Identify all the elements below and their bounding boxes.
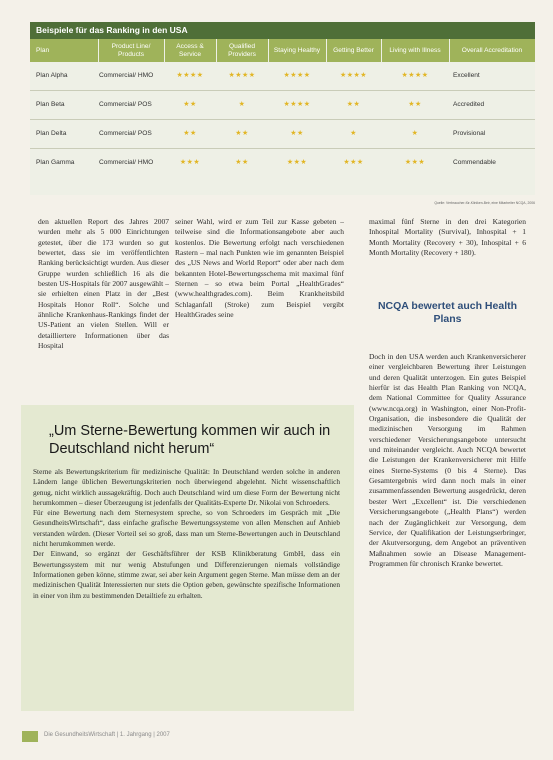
cell-product: Commercial/ HMO: [99, 159, 154, 166]
star-rating: ★★: [381, 91, 449, 120]
table-row: [30, 62, 535, 91]
section-heading: NCQA bewertet auch Health Plans: [377, 300, 518, 325]
cell-plan: Plan Gamma: [36, 159, 75, 166]
page-number-badge: [22, 731, 38, 742]
header-qualified: Qualified Providers: [216, 39, 268, 62]
cell-product: Commercial/ POS: [98, 120, 164, 149]
star-rating: ★★: [326, 91, 381, 120]
paragraph: Doch in den USA werden auch Krankenversicherer einer vergleichbaren Bewertung ihrer Leistungen und deren Qualität unterzogen. Ein gutes Beispiel hierfür ist das Health Plan Ranking von NCQA, dem National Committee for Quality Assurance (www.ncqa.org) in Washington, einer Non-Profit-Organisation, die insbesondere die Qualität der medizinischen Versorgung im Rahmen verschiedener Versicherungsangebote untersucht und miteinander vergleicht. Auch NCQA bewertet die Leistungen der Krankenversicherer mit Hilfe eines Sterne-Systems (0 bis 4 Sterne). Das Gesamtergebnis wird dann noch mals in einer zusammenfassenden Bewertung ausgedrückt, deren bester Wert „Excellent“ ist. Die verschiedenen Versicherungsangebote („Health Plans“) werden nach der Zugänglichkeit zur Versorgung, dem Service, der Qualifikation der Leistungserbringer, der Akutversorgung, dem Angebot an präventiven Maßnahmen sowie an Disease Management-Programmen für chronisch Kranke bewertet.: [369, 352, 526, 568]
star-rating: ★: [381, 120, 449, 149]
header-staying: Staying Healthy: [268, 39, 326, 62]
star-rating: ★★★: [179, 159, 201, 166]
header-access: Access & Service: [164, 39, 216, 62]
article-column-3-bottom: [369, 352, 526, 694]
star-rating: ★: [216, 91, 268, 120]
cell-overall: Excellent: [449, 62, 535, 91]
star-rating: ★★: [164, 120, 216, 149]
star-rating: ★★★★: [268, 62, 326, 91]
table-header-row: [30, 39, 535, 62]
cell-overall: Accredited: [449, 91, 535, 120]
table-row: [30, 91, 535, 120]
star-rating: ★★★: [404, 159, 426, 166]
interview-paragraph: Sterne als Bewertungskriterium für medizinische Qualität: In Deutschland werden solche in anderen Ländern lange üblichen Bewertungskriterien noch überwiegend abgelehnt. Nicht wissenschaftlich genug, nicht wirklich aussagekräftig. Doch auch Deutschland wird um diese Form der Bewertung nicht herumkommen – dieser Überzeugung ist jedenfalls der Qualitäts-Experte Dr. Nikolai von Schroeders.: [33, 467, 340, 507]
star-rating: ★★: [268, 120, 326, 149]
star-rating: ★★★★: [268, 91, 326, 120]
header-plan: Plan: [30, 39, 98, 62]
cell-overall: Commendable: [453, 159, 496, 166]
cell-product: Commercial/ HMO: [98, 62, 164, 91]
paragraph: maximal fünf Sterne in den drei Kategorien Inhospital Mortality (Survival), Inhospital + 1 Month Mortality (Recovery + 30), Inhospital + 6 Month Mortality (Recovery + 180).: [369, 217, 526, 258]
table-row: [30, 120, 535, 149]
star-rating: ★: [326, 120, 381, 149]
interview-heading: „Um Sterne-Bewertung kommen wir auch in Deutschland nicht herum“: [49, 423, 331, 457]
star-rating: ★★★★: [216, 62, 268, 91]
cell-plan: Plan Delta: [30, 120, 98, 149]
header-getting: Getting Better: [326, 39, 381, 62]
cell-product: Commercial/ POS: [98, 91, 164, 120]
star-rating: ★★★★: [381, 62, 449, 91]
header-living: Living with Illness: [381, 39, 449, 62]
star-rating: ★★: [164, 91, 216, 120]
interview-paragraph: Für eine Bewertung nach dem Sternesystem spreche, so von Schroeders im Gespräch mit „Die GesundheitsWirtschaft“, dass einfache grafische Bewertungssysteme von allen Menschen auf Anhieb verstanden würden. (Dieser Vorteil sei so groß, dass man um Sterne-Bewertungen auch in Deutschland nicht herumkommen werde.: [33, 508, 340, 549]
table-row: [30, 149, 535, 178]
interview-box: [21, 405, 354, 711]
ranking-table: [30, 39, 535, 177]
ranking-table-box: [30, 22, 535, 195]
cell-plan: Plan Beta: [30, 91, 98, 120]
interview-paragraph: Der Einwand, so ergänzt der Geschäftsführer der KSB Klinikberatung GmbH, dass ein Bewertungssystem mit nur wenig Abstufungen und Differenzierungen niemals vollständige Informationen geben könne, stimme zwar, sei aber kein Argument gegen Sterne. Man müsse dem an der medizinischen Qualität Interessierten nur stets die Option geben, gewünschte spezifische Informationen in einer von ihm zu bestimmenden Detailtiefe zu erhalten.: [33, 549, 340, 600]
star-rating: ★★★★: [326, 62, 381, 91]
paragraph: den aktuellen Report des Jahres 2007 wurden mehr als 5 000 Einrichtungen getestet, über die 173 wurden so gut bewertet, dass sie im veröffentlichten Ranking berücksichtigt wurden. Aus dieser Gruppe wurden schließlich 16 als die besten US-Hospitals für 2007 ausgewählt – sie erhielten einen Platz in der „Best Hospitals Honor Roll“. Solche und ähnliche Krankenhaus-Rankings findet der US-Patient an vielen Stellen. Will er detailliertere Informationen über das Hospital: [38, 217, 169, 351]
header-product: Product Line/ Products: [98, 39, 164, 62]
footer-text: Die GesundheitsWirtschaft | 1. Jahrgang | 2007: [44, 732, 170, 738]
article-column-1: [38, 217, 169, 400]
table-title: Beispiele für das Ranking in den USA: [30, 22, 535, 39]
table-source: Quelle: Verbraucher-für-Kliniken-Beir, eine Mitarbeiter NCQA, 2006: [434, 201, 535, 205]
cell-overall: Provisional: [449, 120, 535, 149]
paragraph: seiner Wahl, wird er zum Teil zur Kasse gebeten – teilweise sind die Informationsangebote aber auch kostenlos. Die Bewertung erfolgt nach verschiedenen Rastern – mal nach Punkten wie im genannten Beispiel des „US News and World Report“ oder aber nach dem bekannten Hotel-Bewertungsschema mit maximal fünf Sternen – so etwa beim Portal „HealthGrades“ (www.healthgrades.com). Beim Krankheitsbild Schlaganfall (Stroke) zum Beispiel vergibt HealthGrades seine: [175, 217, 344, 320]
star-rating: ★★★★: [164, 62, 216, 91]
cell-plan: Plan Alpha: [30, 62, 98, 91]
star-rating: ★★: [216, 120, 268, 149]
header-overall: Overall Accreditation: [449, 39, 535, 62]
star-rating: ★★★: [286, 159, 308, 166]
star-rating: ★★: [235, 159, 249, 166]
article-column-2: [175, 217, 344, 400]
article-column-3-top: [369, 217, 526, 289]
star-rating: ★★★: [343, 159, 364, 166]
